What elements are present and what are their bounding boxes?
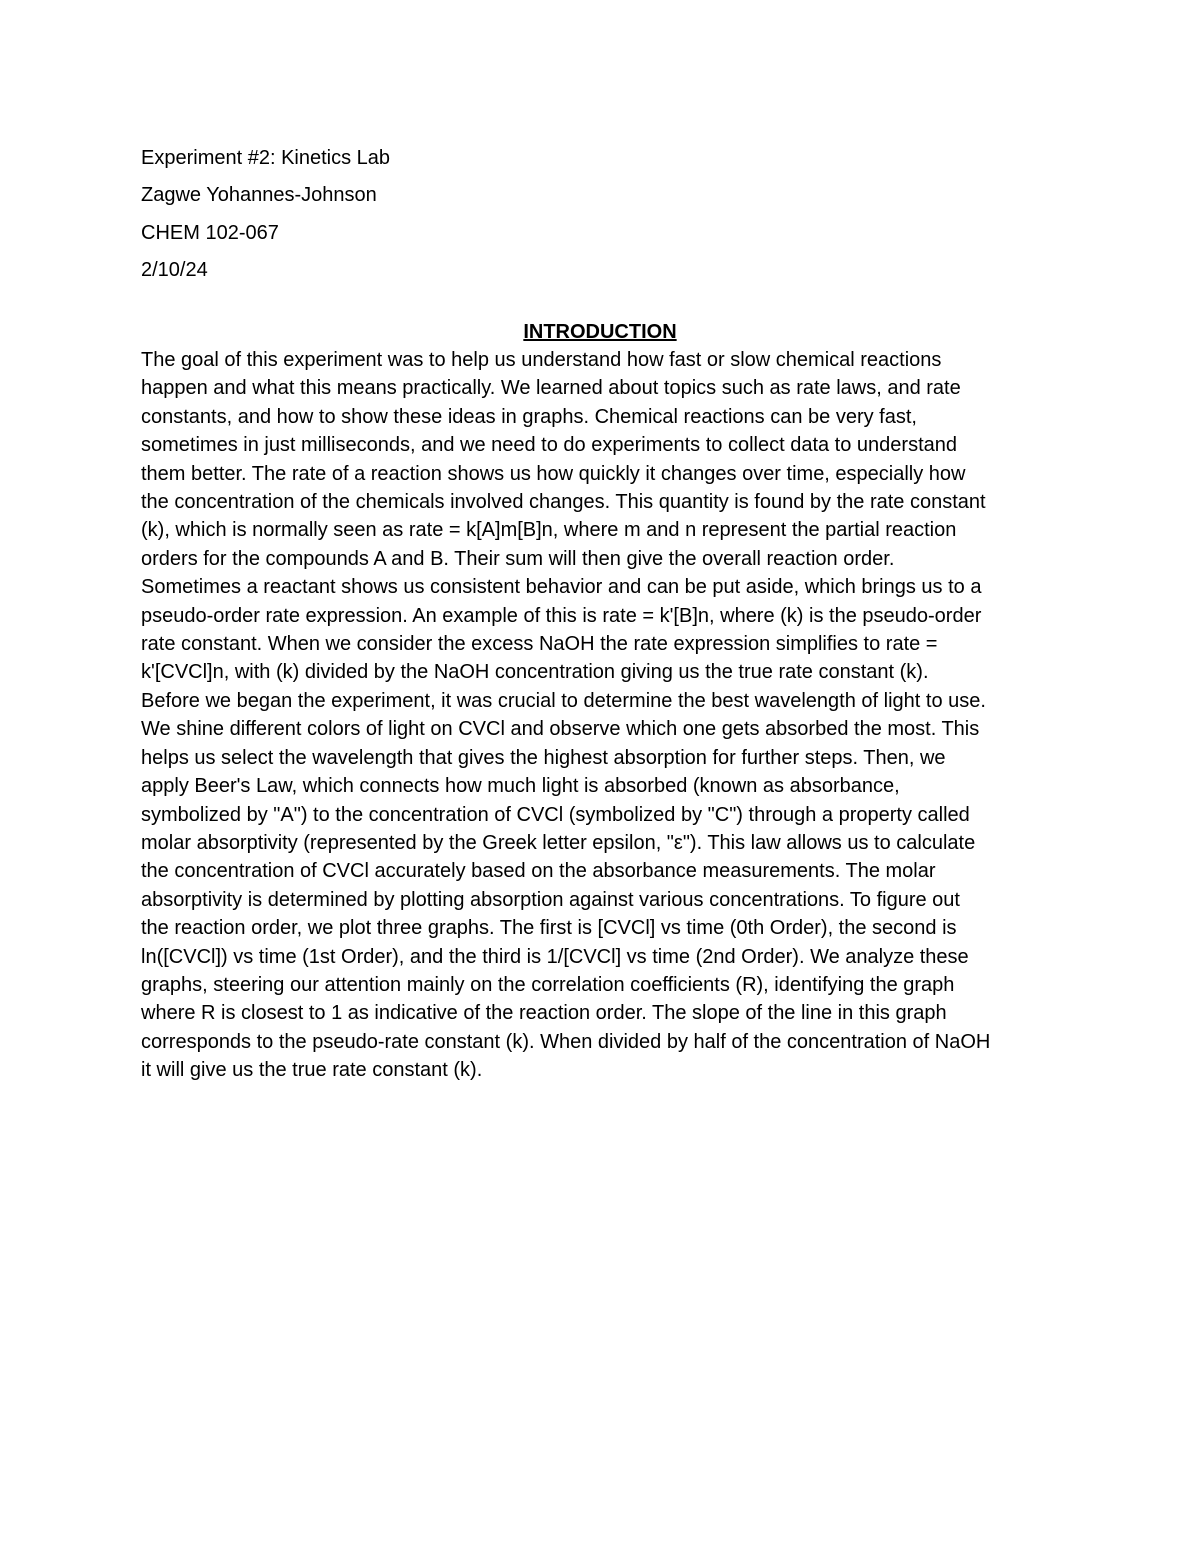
paragraph-line: Before we began the experiment, it was crucial to determine the best wavelength of light to use. bbox=[141, 689, 986, 712]
document-date: 2/10/24 bbox=[141, 258, 208, 281]
paragraph-line: where R is closest to 1 as indicative of the reaction order. The slope of the line in this graph bbox=[141, 1002, 947, 1025]
author-name: Zagwe Yohannes-Johnson bbox=[141, 184, 377, 207]
paragraph-line: We shine different colors of light on CVCl and observe which one gets absorbed the most. This bbox=[141, 718, 980, 741]
paragraph-line: constants, and how to show these ideas in graphs. Chemical reactions can be very fast, bbox=[141, 405, 917, 428]
paragraph-line: it will give us the true rate constant (k). bbox=[141, 1059, 483, 1082]
paragraph-line: the reaction order, we plot three graphs. The first is [CVCl] vs time (0th Order), the second is bbox=[141, 917, 957, 940]
paragraph-line: them better. The rate of a reaction shows us how quickly it changes over time, especially how bbox=[141, 462, 966, 485]
paragraph-line: the concentration of CVCl accurately based on the absorbance measurements. The molar bbox=[141, 860, 936, 883]
introduction-heading: INTRODUCTION bbox=[523, 321, 677, 343]
paragraph-line: symbolized by "A") to the concentration of CVCl (symbolized by "C") through a property called bbox=[141, 803, 970, 826]
paragraph-line: rate constant. When we consider the excess NaOH the rate expression simplifies to rate = bbox=[141, 633, 938, 656]
paragraph-line: helps us select the wavelength that gives the highest absorption for further steps. Then, we bbox=[141, 746, 946, 769]
paragraph-line: Sometimes a reactant shows us consistent behavior and can be put aside, which brings us to a bbox=[141, 576, 982, 599]
paragraph-line: (k), which is normally seen as rate = k[A]m[B]n, where m and n represent the partial reaction bbox=[141, 519, 957, 542]
paragraph-line: sometimes in just milliseconds, and we need to do experiments to collect data to understand bbox=[141, 434, 957, 457]
introduction-paragraph bbox=[141, 346, 1071, 1085]
paragraph-line: happen and what this means practically. We learned about topics such as rate laws, and rate bbox=[141, 377, 961, 400]
paragraph-line: apply Beer's Law, which connects how much light is absorbed (known as absorbance, bbox=[141, 775, 900, 798]
paragraph-line: ln([CVCl]) vs time (1st Order), and the third is 1/[CVCl] vs time (2nd Order). We analyze these bbox=[141, 945, 969, 968]
document-title: Experiment #2: Kinetics Lab bbox=[141, 147, 391, 169]
document-header bbox=[141, 140, 841, 289]
paragraph-line: graphs, steering our attention mainly on the correlation coefficients (R), identifying the graph bbox=[141, 973, 955, 996]
paragraph-line: absorptivity is determined by plotting absorption against various concentrations. To figure out bbox=[141, 888, 960, 911]
paragraph-line: the concentration of the chemicals involved changes. This quantity is found by the rate constant bbox=[141, 491, 986, 514]
paragraph-line: molar absorptivity (represented by the Greek letter epsilon, "ε"). This law allows us to calculate bbox=[141, 831, 976, 854]
paragraph-line: k'[CVCl]n, with (k) divided by the NaOH concentration giving us the true rate constant (k). bbox=[141, 661, 929, 684]
paragraph-line: orders for the compounds A and B. Their sum will then give the overall reaction order. bbox=[141, 547, 895, 570]
paragraph-line: pseudo-order rate expression. An example of this is rate = k'[B]n, where (k) is the pseudo-order bbox=[141, 604, 982, 627]
course-code: CHEM 102-067 bbox=[141, 221, 279, 244]
paragraph-line: The goal of this experiment was to help us understand how fast or slow chemical reactions bbox=[141, 349, 942, 371]
paragraph-line: corresponds to the pseudo-rate constant (k). When divided by half of the concentration of NaOH bbox=[141, 1030, 991, 1053]
